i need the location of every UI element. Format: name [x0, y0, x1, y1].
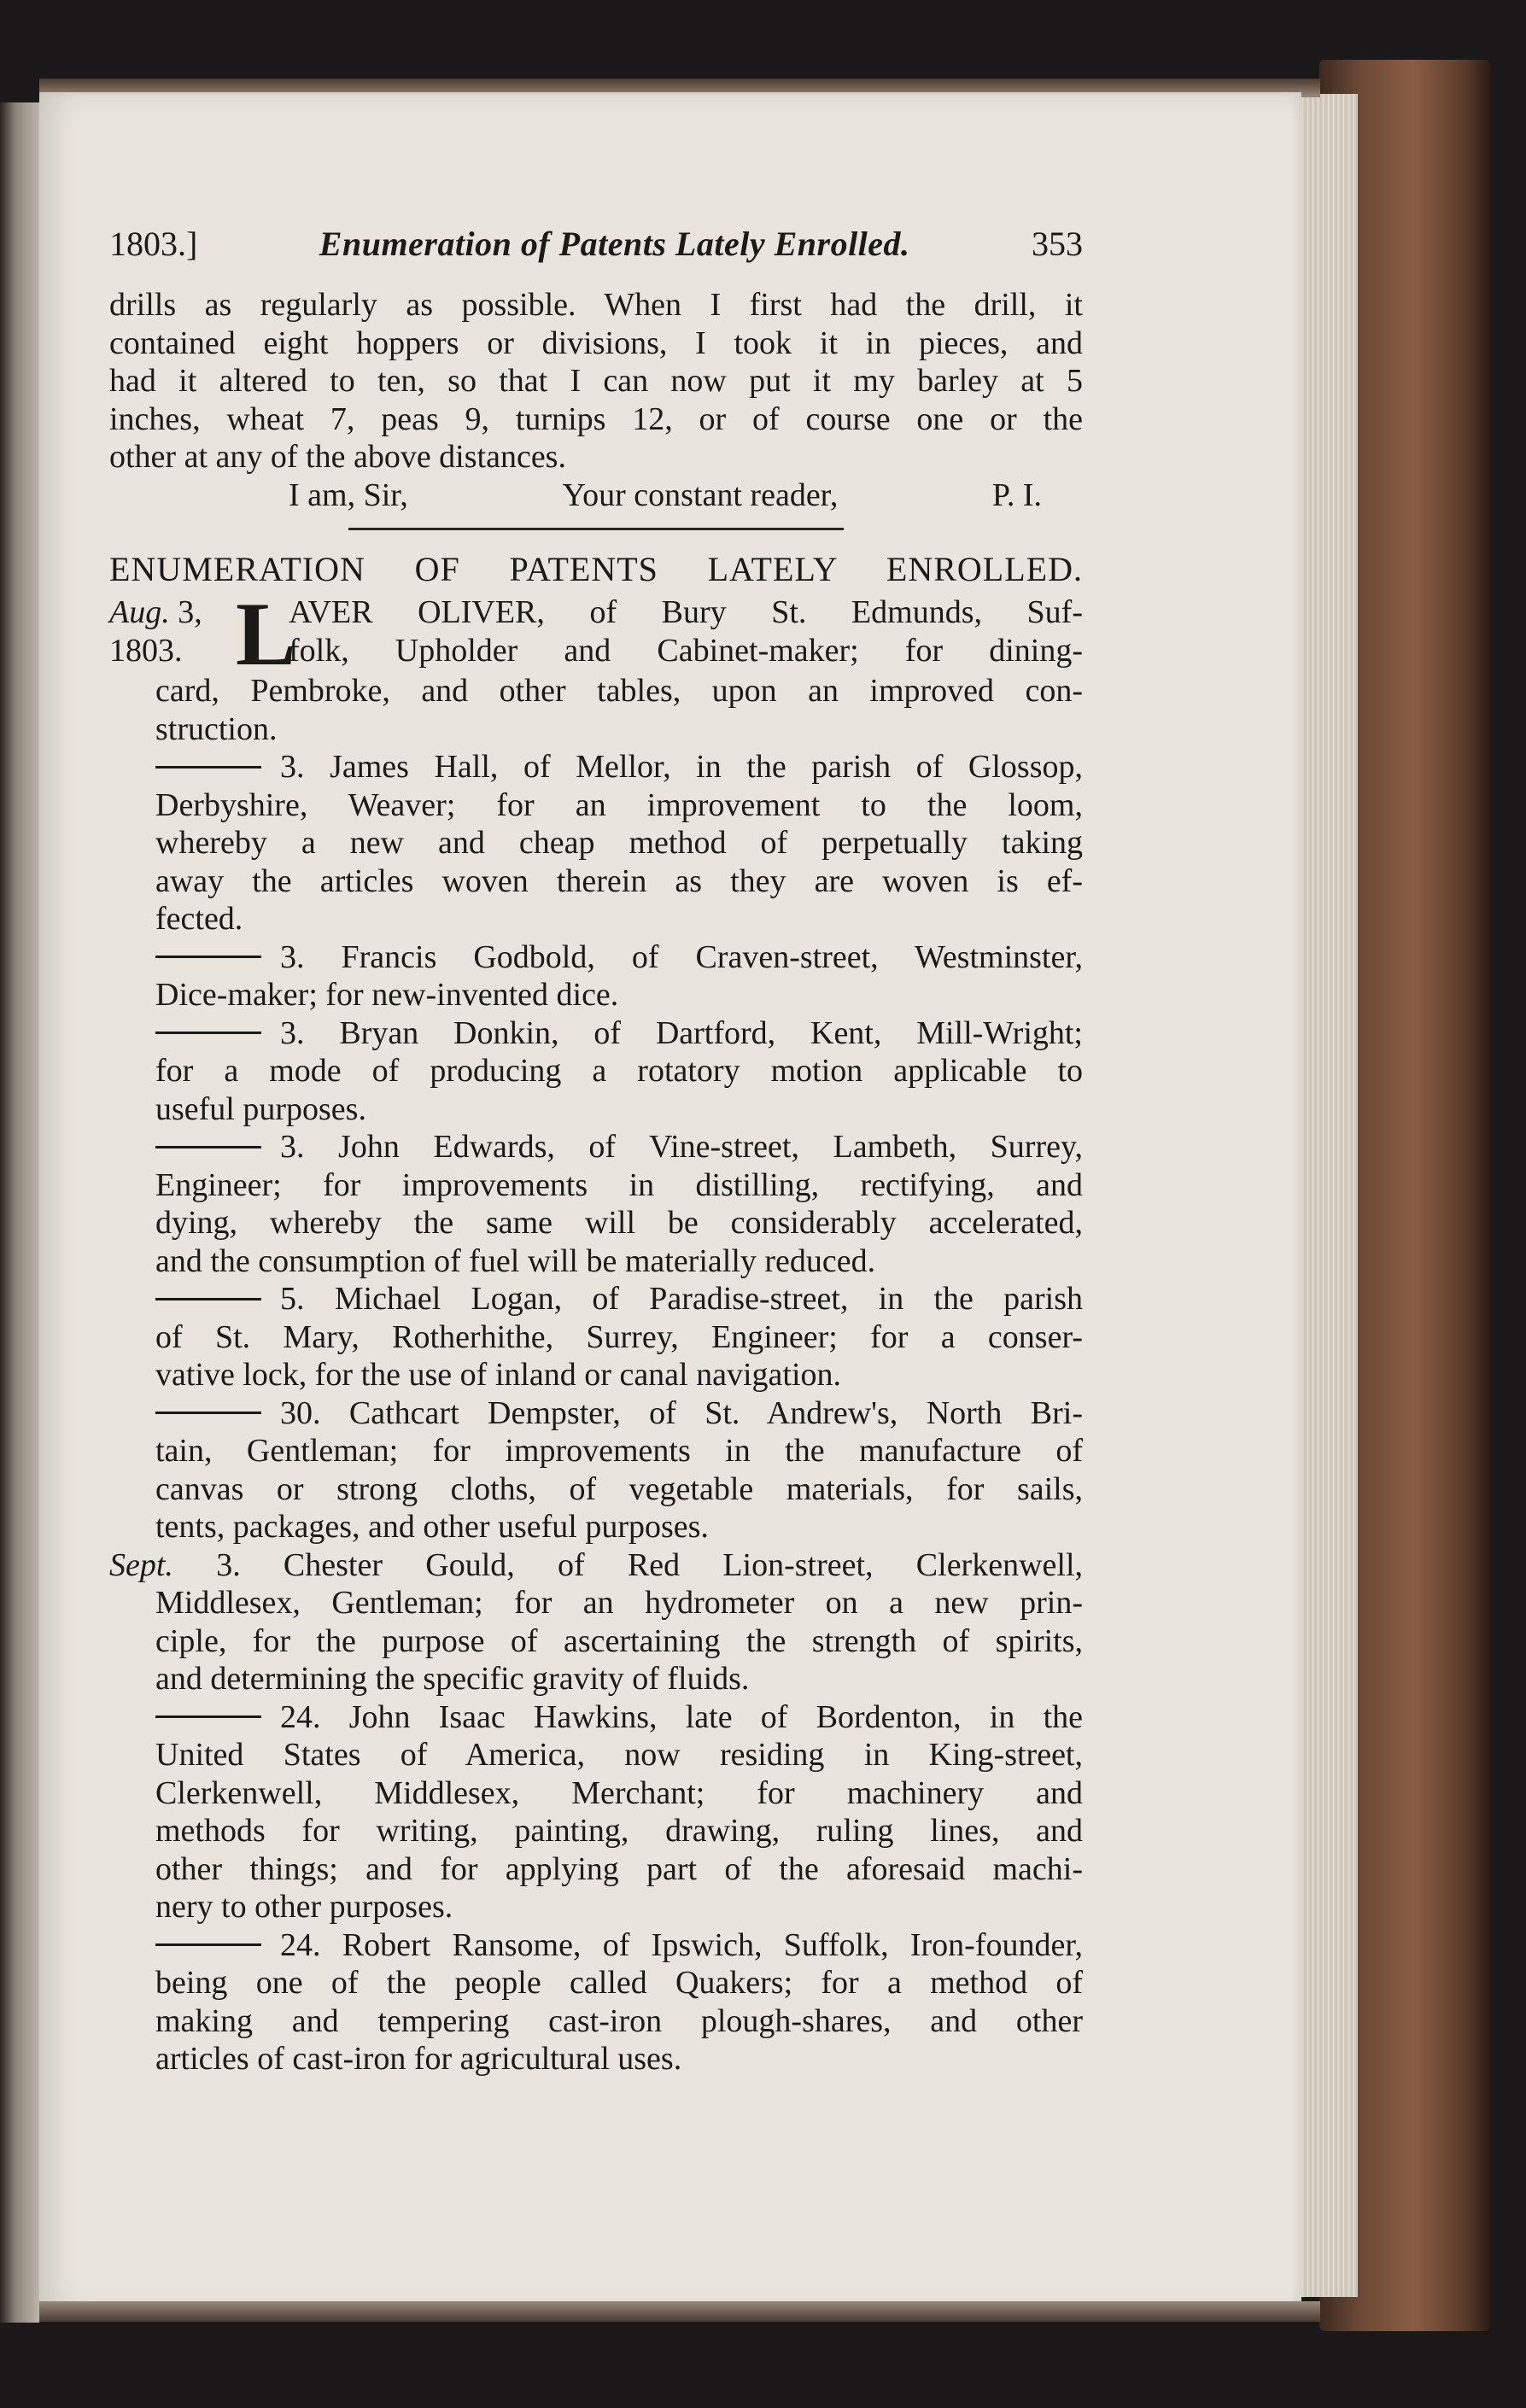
- text-line: Derbyshire, Weaver; for an improvement to the loom,: [155, 786, 1083, 823]
- text-line: dying, whereby the same will be considerably accelerated,: [155, 1205, 1083, 1241]
- section-divider: [348, 528, 844, 530]
- text-line: had it altered to ten, so that I can now put it my barley at 5: [109, 363, 1083, 399]
- patent-entry: [109, 938, 1083, 1014]
- text-line: Engineer; for improvements in distilling, rectifying, and: [155, 1166, 1083, 1203]
- text-line: being one of the people called Quakers; for a method of: [155, 1965, 1083, 2001]
- entry-date: [109, 593, 236, 672]
- text-line: drills as regularly as possible. When I first had the drill, it: [109, 287, 1083, 323]
- entry-lead: 24. John Isaac Hawkins, late of Bordenton, in the: [280, 1698, 1083, 1735]
- entry-lead: 5. Michael Logan, of Paradise-street, in the parish: [280, 1281, 1083, 1317]
- entry-lead: 3. James Hall, of Mellor, in the parish of Glossop,: [280, 749, 1083, 785]
- page-edges: [1298, 94, 1358, 2297]
- text-line: struction.: [155, 710, 278, 747]
- text-line: making and tempering cast-iron plough-shares, and other: [155, 2002, 1083, 2039]
- drop-cap: L: [236, 584, 296, 684]
- text-line: useful purposes.: [155, 1090, 366, 1127]
- patent-entry: [109, 1926, 1083, 2078]
- text-line: contained eight hoppers or divisions, I took it in pieces, and: [109, 324, 1083, 361]
- entry-lead: 3. Francis Godbold, of Craven-street, Westminster,: [280, 938, 1083, 975]
- ditto-dash: [155, 1298, 261, 1300]
- entry-lead: 3. Bryan Donkin, of Dartford, Kent, Mill-Wright;: [280, 1014, 1083, 1051]
- text-line: and the consumption of fuel will be materially reduced.: [155, 1242, 876, 1279]
- text-line: articles of cast-iron for agricultural uses.: [155, 2041, 682, 2077]
- text-line: ciple, for the purpose of ascertaining the strength of spirits,: [155, 1622, 1083, 1659]
- patent-entry: [109, 1698, 1083, 1926]
- text-line: and determining the specific gravity of fluids.: [155, 1661, 750, 1697]
- text-line: card, Pembroke, and other tables, upon an improved con-: [155, 673, 1083, 709]
- ditto-dash: [155, 1411, 261, 1414]
- text-line: for a mode of producing a rotatory motion applicable to: [155, 1053, 1083, 1089]
- text-line: Dice-maker; for new-invented dice.: [155, 977, 619, 1013]
- text-line: nery to other purposes.: [155, 1889, 453, 1925]
- entry-lead: 3. John Edwards, of Vine-street, Lambeth, Surrey,: [280, 1129, 1083, 1165]
- entry-month: Sept.: [109, 1546, 173, 1583]
- patent-entry: [109, 1394, 1083, 1546]
- ditto-dash: [155, 956, 261, 958]
- patent-entry: [109, 1280, 1083, 1394]
- text-line: Clerkenwell, Middlesex, Merchant; for machinery and: [155, 1774, 1083, 1811]
- entry-day: 3,: [178, 594, 202, 630]
- text-line: folk, Upholder and Cabinet-maker; for dining-: [289, 632, 1083, 669]
- running-head-title: Enumeration of Patents Lately Enrolled.: [319, 225, 910, 263]
- text-line: tents, packages, and other useful purposes.: [155, 1509, 709, 1545]
- text-line: vative lock, for the use of inland or canal navigation.: [155, 1357, 842, 1393]
- entry-month: Aug.: [109, 594, 170, 630]
- salutation: I am, Sir,: [289, 476, 408, 513]
- text-line: methods for writing, painting, drawing, ruling lines, and: [155, 1813, 1083, 1849]
- entry-lead: 24. Robert Ransome, of Ipswich, Suffolk, Iron-founder,: [280, 1926, 1083, 1963]
- text-line: AVER OLIVER, of Bury St. Edmunds, Suf-: [289, 594, 1083, 630]
- running-head-year: 1803.]: [109, 225, 198, 263]
- section-heading: ENUMERATION OF PATENTS LATELY ENROLLED.: [109, 550, 1083, 588]
- patent-entry: [109, 748, 1083, 938]
- text-line: tain, Gentleman; for improvements in the manufacture of: [155, 1433, 1083, 1469]
- patent-entry-oliver: [109, 584, 1083, 748]
- ditto-dash: [155, 1032, 261, 1034]
- text-line: fected.: [155, 901, 243, 937]
- text-line: inches, wheat 7, peas 9, turnips 12, or of course one or the: [109, 400, 1083, 437]
- entry-year: 1803.: [109, 632, 183, 669]
- text-line: other at any of the above distances.: [109, 439, 566, 475]
- previous-page-edge: [0, 102, 39, 2323]
- text-line: other things; and for applying part of the aforesaid machi-: [155, 1850, 1083, 1887]
- ditto-dash: [155, 1146, 261, 1148]
- patent-entry-gould: [109, 1546, 1083, 1698]
- ditto-dash: [155, 1943, 261, 1946]
- text-line: whereby a new and cheap method of perpetually taking: [155, 825, 1083, 861]
- text-line: United States of America, now residing in King-street,: [155, 1737, 1083, 1773]
- running-head: [109, 224, 1083, 264]
- ditto-dash: [155, 766, 261, 769]
- entry-lead: 30. Cathcart Dempster, of St. Andrew's, North Bri-: [280, 1394, 1083, 1431]
- text-line: of St. Mary, Rotherhithe, Surrey, Engineer; for a conser-: [155, 1318, 1083, 1355]
- patent-entry: [109, 1128, 1083, 1280]
- text-line: away the articles woven therein as they are woven is ef-: [155, 862, 1083, 899]
- text-line: Middlesex, Gentleman; for an hydrometer on a new prin-: [155, 1585, 1083, 1621]
- text-line: canvas or strong cloths, of vegetable materials, for sails,: [155, 1470, 1083, 1507]
- page-bottom-shadow: [39, 2301, 1320, 2322]
- page-text: [109, 224, 1083, 2078]
- letter-conclusion: [109, 286, 1083, 514]
- ditto-dash: [155, 1715, 261, 1718]
- patent-entry: [109, 1014, 1083, 1129]
- initials: P. I.: [991, 476, 1042, 513]
- closing: Your constant reader,: [562, 476, 839, 513]
- entry-lead: 3. Chester Gould, of Red Lion-street, Clerkenwell,: [216, 1546, 1084, 1583]
- page-number: 353: [1032, 225, 1083, 263]
- signature-line: [109, 476, 1083, 515]
